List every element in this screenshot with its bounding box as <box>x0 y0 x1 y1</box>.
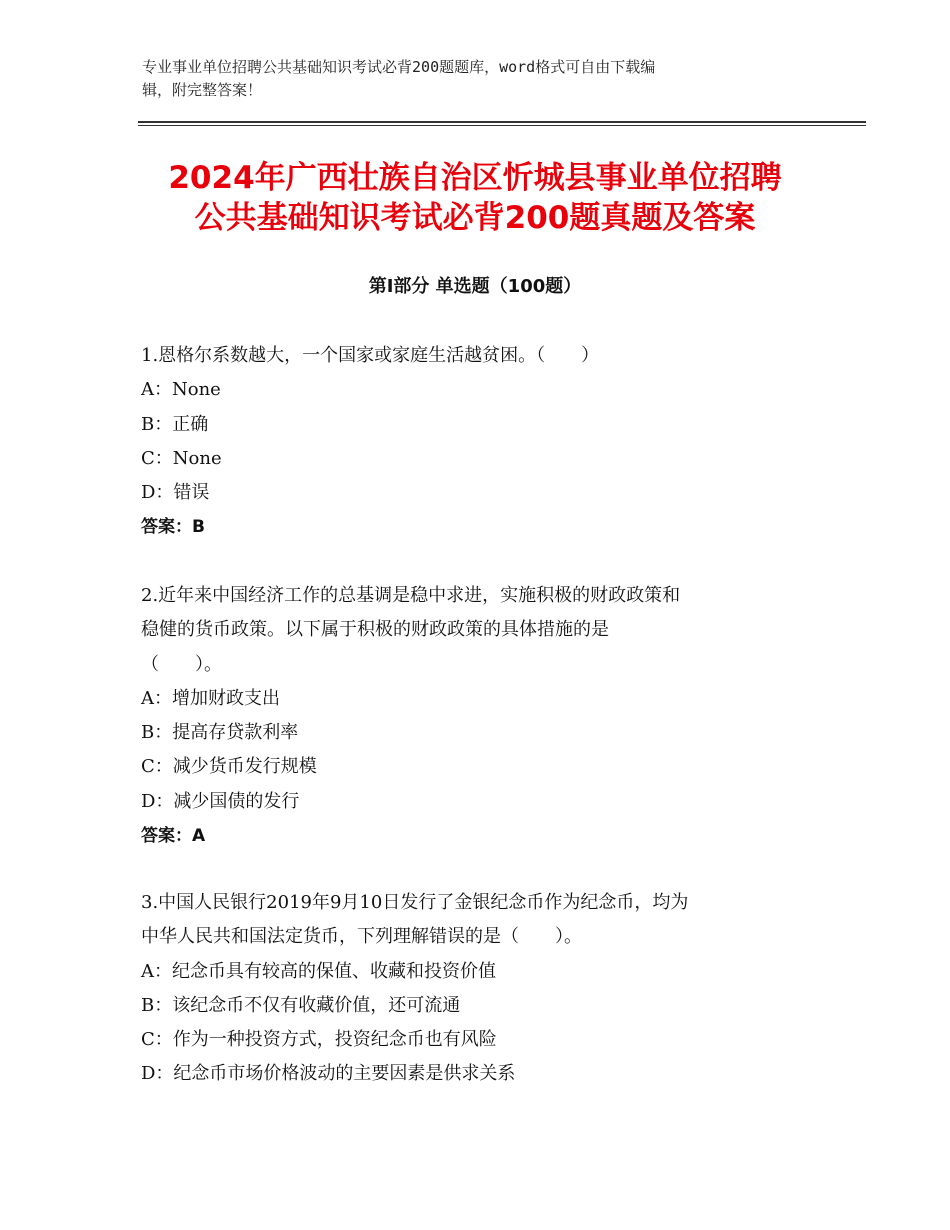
option-a: A：None <box>141 379 221 401</box>
header-divider <box>138 121 866 123</box>
option-a: A：增加财政支出 <box>141 687 280 709</box>
option-d: D：错误 <box>141 482 210 504</box>
section-title: 第Ⅰ部分 单选题（100题） <box>368 276 582 297</box>
header-divider-thin <box>138 125 866 126</box>
question-text: 中华人民共和国法定货币，下列理解错误的是（ ）。 <box>141 926 582 948</box>
option-a: A：纪念币具有较高的保值、收藏和投资价值 <box>141 960 496 982</box>
question-text: 1.恩格尔系数越大，一个国家或家庭生活越贫困。（ ） <box>141 345 600 366</box>
question-2 <box>141 579 821 853</box>
answer: 答案：A <box>141 826 206 847</box>
answer: 答案：B <box>141 517 205 538</box>
option-c: C：作为一种投资方式，投资纪念币也有风险 <box>141 1029 497 1051</box>
title-line: 公共基础知识考试必背200题真题及答案 <box>194 200 756 236</box>
option-c: C：None <box>141 447 222 469</box>
option-c: C：减少货币发行规模 <box>141 756 317 778</box>
option-d: D：减少国债的发行 <box>141 790 300 812</box>
question-text: 2.近年来中国经济工作的总基调是稳中求进，实施积极的财政政策和 <box>141 585 681 606</box>
document-title <box>100 158 850 238</box>
option-b: B：提高存贷款利率 <box>141 722 299 744</box>
question-3 <box>141 886 821 1092</box>
question-text: （ ）。 <box>141 653 222 675</box>
header-note-line: 辑，附完整答案！ <box>142 81 263 99</box>
header-note-line: 专业事业单位招聘公共基础知识考试必背200题题库，word格式可自由下载编 <box>142 58 656 76</box>
question-text: 3.中国人民银行2019年9月10日发行了金银纪念币作为纪念币，均为 <box>141 892 689 913</box>
header-note <box>142 56 792 102</box>
option-b: B：正确 <box>141 413 209 435</box>
question-text: 稳健的货币政策。以下属于积极的财政政策的具体措施的是 <box>141 619 609 641</box>
option-d: D：纪念币市场价格波动的主要因素是供求关系 <box>141 1063 516 1085</box>
question-1 <box>141 339 821 545</box>
title-line: 2024年广西壮族自治区忻城县事业单位招聘 <box>168 160 782 196</box>
option-b: B：该纪念币不仅有收藏价值，还可流通 <box>141 994 461 1016</box>
